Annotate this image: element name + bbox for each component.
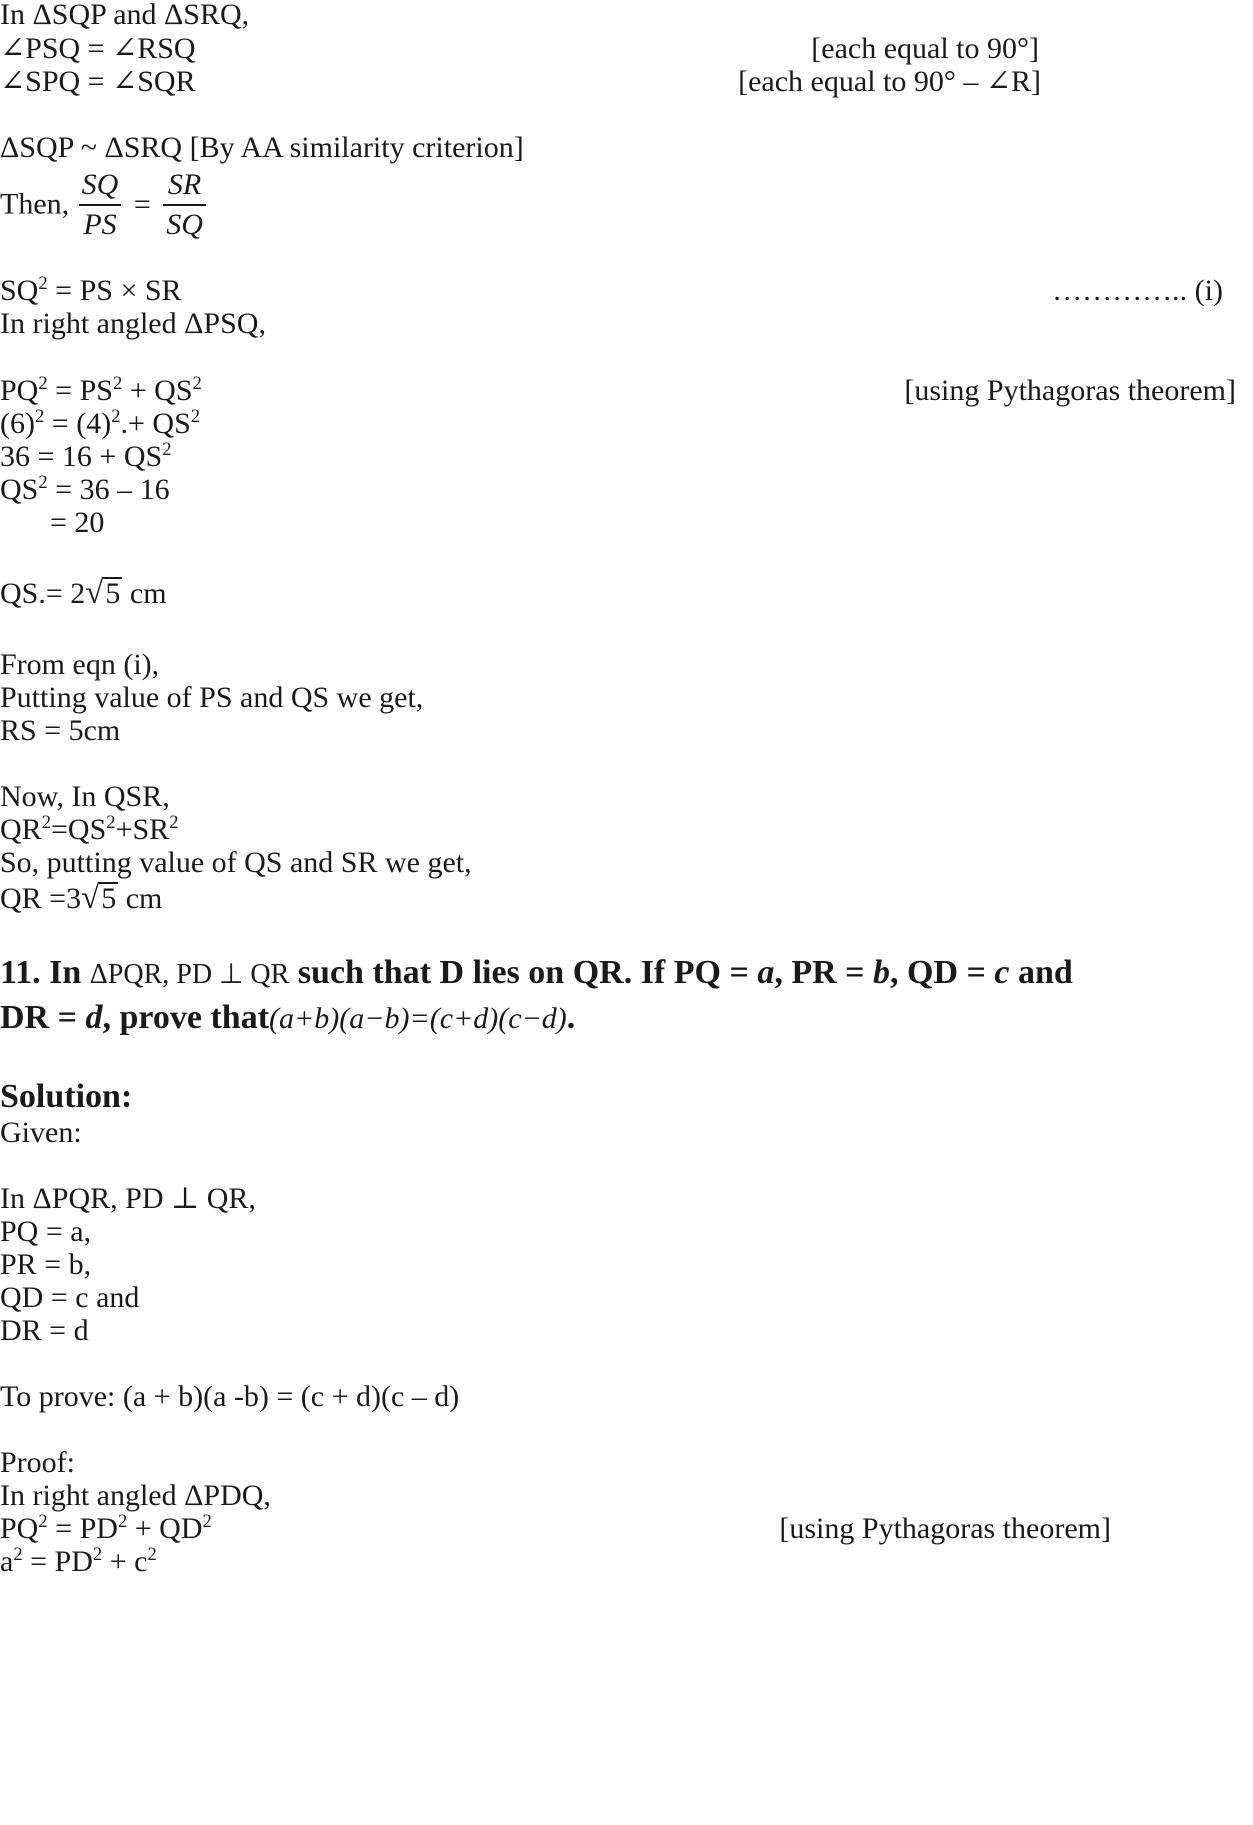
proof-2 — [0, 1510, 212, 1545]
var-a: a — [757, 954, 775, 991]
term: = PS — [47, 374, 113, 407]
line-qs-value — [0, 577, 167, 610]
proof-1: In right angled ΔPDQ, — [0, 1479, 271, 1512]
term: (6) — [0, 407, 35, 440]
var-d: d — [85, 999, 103, 1036]
reason-90: [each equal to 90°] — [811, 32, 1039, 65]
fraction-sq-ps — [79, 166, 122, 243]
line-putting: Putting value of PS and QS we get, — [0, 681, 424, 714]
term: QS.= 2 — [0, 577, 86, 610]
question-text: and — [1009, 954, 1073, 991]
fraction-sr-sq — [163, 166, 206, 243]
given-5: DR = d — [0, 1314, 89, 1347]
question-text: such that D lies on QR. If PQ = — [289, 954, 758, 991]
reason-90-minus-r: [each equal to 90° – ∠R] — [738, 65, 1041, 98]
term: PQ — [0, 374, 39, 407]
term: = 36 – 16 — [47, 473, 170, 506]
term: QR — [0, 813, 42, 846]
term: QS — [0, 473, 39, 506]
reason-pythagoras-2: [using Pythagoras theorem] — [779, 1512, 1111, 1545]
term: + c — [102, 1545, 148, 1578]
term: 36 = 16 + QS — [0, 440, 163, 473]
radicand: 5 — [101, 882, 117, 915]
line-triangles: In ΔSQP and ΔSRQ, — [0, 0, 250, 31]
given-3: PR = b, — [0, 1248, 92, 1281]
superscript: 2 — [13, 1543, 23, 1565]
line-then-ratio — [0, 166, 208, 243]
line-qr-squared — [0, 811, 179, 846]
superscript: 2 — [117, 1510, 128, 1532]
fraction-num: SQ — [79, 166, 122, 206]
term: = PS × SR — [47, 274, 182, 307]
proof-label: Proof: — [0, 1446, 75, 1479]
radical-sign: √ — [81, 880, 100, 916]
line-equals-20: = 20 — [50, 506, 105, 539]
solution-heading: Solution: — [0, 1078, 133, 1115]
term: + QS — [122, 374, 193, 407]
term: +SR — [115, 813, 170, 846]
superscript: 2 — [169, 811, 179, 833]
superscript: 2 — [111, 405, 121, 427]
term: .+ QS — [120, 407, 191, 440]
superscript: 2 — [202, 1510, 212, 1532]
fraction-den: PS — [83, 207, 117, 241]
radical-sign: √ — [85, 575, 104, 611]
superscript: 2 — [92, 1543, 103, 1565]
term: =QS — [50, 813, 107, 846]
equation-label-i: ………….. (i) — [1052, 274, 1223, 307]
question-text: , PR = — [774, 954, 874, 991]
reason-pythagoras: [using Pythagoras theorem] — [904, 374, 1236, 407]
superscript: 2 — [162, 438, 172, 460]
question-text: , QD = — [890, 954, 995, 991]
term: QR =3 — [0, 882, 82, 915]
var-c: c — [994, 954, 1010, 991]
term: = (4) — [44, 407, 112, 440]
line-sq-squared — [0, 272, 182, 307]
line-substitute — [0, 405, 201, 440]
line-so-putting: So, putting value of QS and SR we get, — [0, 846, 472, 879]
superscript: 2 — [147, 1543, 157, 1565]
superscript: 2 — [38, 1510, 48, 1532]
question-text: , prove that — [102, 999, 270, 1036]
given-2: PQ = a, — [0, 1215, 92, 1248]
radicand: 5 — [105, 577, 121, 610]
equals-sign: = — [133, 187, 151, 221]
line-similarity: ΔSQP ~ ΔSRQ [By AA similarity criterion] — [0, 131, 524, 164]
superscript: 2 — [38, 372, 48, 394]
given-4: QD = c and — [0, 1281, 140, 1314]
unit: cm — [118, 882, 163, 915]
superscript: 2 — [38, 272, 48, 294]
superscript: 2 — [41, 811, 51, 833]
superscript: 2 — [38, 471, 48, 493]
term: SQ — [0, 274, 39, 307]
given-label: Given: — [0, 1116, 82, 1149]
line-rs: RS = 5cm — [0, 714, 121, 747]
superscript: 2 — [34, 405, 45, 427]
then-label: Then, — [0, 187, 70, 221]
superscript: 2 — [112, 372, 123, 394]
fraction-den: SQ — [166, 207, 203, 241]
term: a — [0, 1545, 14, 1578]
term: = PD — [47, 1512, 118, 1545]
given-1: In ΔPQR, PD ⊥ QR, — [0, 1182, 256, 1215]
question-triangle: ΔPQR, PD ⊥ QR — [89, 959, 290, 990]
question-line-1 — [0, 956, 1073, 990]
line-36 — [0, 438, 172, 473]
fraction-num: SR — [163, 166, 206, 206]
proof-3 — [0, 1543, 157, 1578]
term: = PD — [22, 1545, 93, 1578]
line-pythagoras — [0, 372, 202, 407]
term: + QD — [127, 1512, 203, 1545]
line-qr-value — [0, 882, 162, 915]
line-angle-spq: ∠SPQ = ∠SQR — [0, 65, 196, 98]
unit: cm — [122, 577, 167, 610]
to-prove: To prove: (a + b)(a -b) = (c + d)(c – d) — [0, 1380, 460, 1413]
question-number: 11. In — [0, 954, 82, 991]
question-expression: (a+b)(a−b)=(c+d)(c−d) — [269, 1002, 567, 1035]
line-right-angled-psq: In right angled ΔPSQ, — [0, 307, 266, 340]
var-b: b — [873, 954, 891, 991]
superscript: 2 — [192, 372, 202, 394]
line-qs-subtract — [0, 471, 170, 506]
term: PQ — [0, 1512, 39, 1545]
question-text: DR = — [0, 999, 86, 1036]
question-text: . — [566, 999, 576, 1036]
line-from-eqn: From eqn (i), — [0, 648, 160, 681]
superscript: 2 — [106, 811, 116, 833]
line-angle-psq: ∠PSQ = ∠RSQ — [0, 32, 196, 65]
line-now: Now, In QSR, — [0, 780, 170, 813]
question-line-2 — [0, 1001, 575, 1035]
superscript: 2 — [190, 405, 201, 427]
